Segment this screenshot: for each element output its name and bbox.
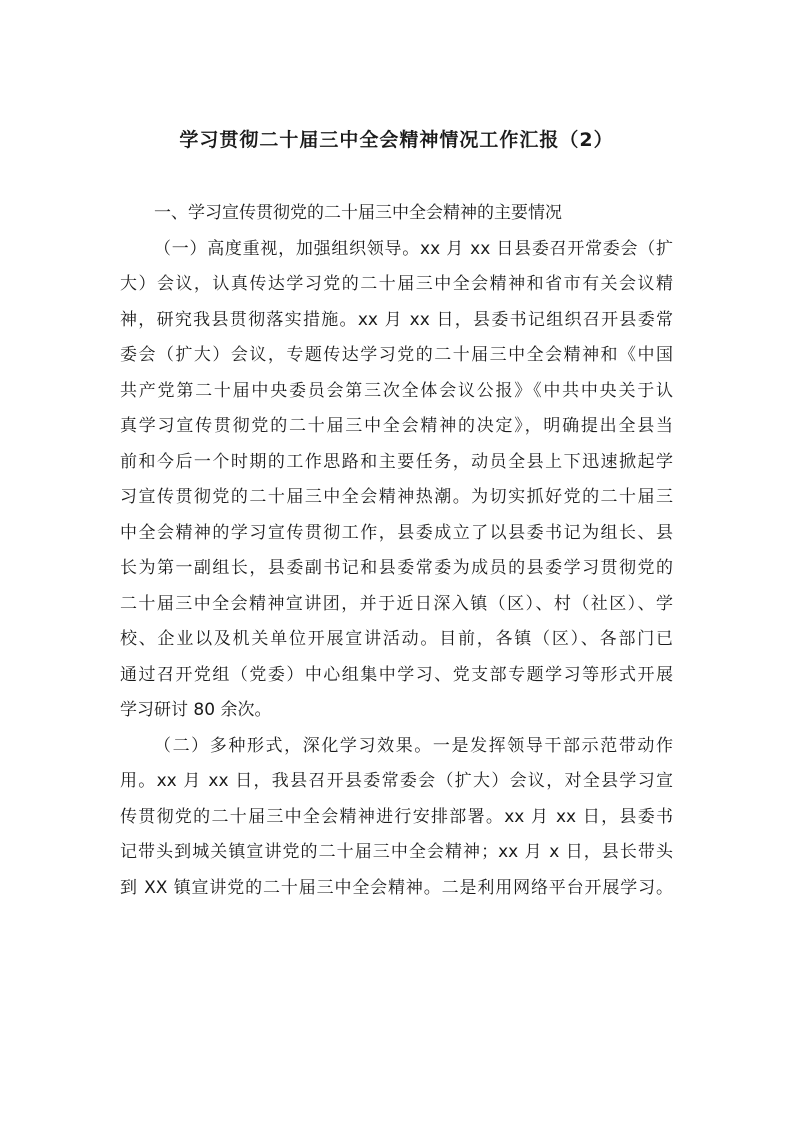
text-line: 委会（扩大）会议，专题传达学习党的二十届三中全会精神和《中国 <box>120 345 673 365</box>
text-line: 记带头到城关镇宣讲党的二十届三中全会精神；xx 月 x 日，县长带头 <box>120 842 673 862</box>
text-line: （二）多种形式，深化学习效果。一是发挥领导干部示范带动作 <box>154 735 673 756</box>
text-line: 到 XX 镇宣讲党的二十届三中全会精神。二是利用网络平台开展学习。 <box>120 877 673 898</box>
text-line: 共产党第二十届中央委员会第三次全体会议公报》《中共中央关于认 <box>120 380 673 401</box>
document-body <box>120 196 673 906</box>
document-title: 学习贯彻二十届三中全会精神情况工作汇报（2） <box>179 129 614 151</box>
paragraph-forms <box>120 729 673 907</box>
text-line: 习宣传贯彻党的二十届三中全会精神热潮。为切实抓好党的二十届三 <box>120 487 673 507</box>
text-line: 大）会议，认真传达学习党的二十届三中全会精神和省市有关会议精 <box>120 274 673 294</box>
text-line: 传贯彻党的二十届三中全会精神进行安排部署。xx 月 xx 日，县委书 <box>120 806 673 827</box>
text-line: 通过召开党组（党委）中心组集中学习、党支部专题学习等形式开展 <box>120 664 673 685</box>
paragraph-organization <box>120 232 673 729</box>
text-line: 中全会精神的学习宣传贯彻工作，县委成立了以县委书记为组长、县 <box>120 522 673 543</box>
text-line: 长为第一副组长，县委副书记和县委常委为成员的县委学习贯彻党的 <box>120 558 673 578</box>
text-line: 学习研讨 80 余次。 <box>120 700 272 720</box>
text-line: 真学习宣传贯彻党的二十届三中全会精神的决定》，明确提出全县当 <box>120 416 673 436</box>
section-heading <box>120 196 673 232</box>
text-line: 一、学习宣传贯彻党的二十届三中全会精神的主要情况 <box>154 203 562 223</box>
text-line: 用。xx 月 xx 日，我县召开县委常委会（扩大）会议，对全县学习宣 <box>120 771 673 791</box>
text-line: （一）高度重视，加强组织领导。xx 月 xx 日县委召开常委会（扩 <box>154 238 673 259</box>
text-line: 前和今后一个时期的工作思路和主要任务，动员全县上下迅速掀起学 <box>120 451 673 472</box>
text-line: 神，研究我县贯彻落实措施。xx 月 xx 日，县委书记组织召开县委常 <box>120 309 673 330</box>
text-line: 校、企业以及机关单位开展宣讲活动。目前，各镇（区）、各部门已 <box>120 629 673 649</box>
text-line: 二十届三中全会精神宣讲团，并于近日深入镇（区）、村（社区）、学 <box>120 593 673 614</box>
